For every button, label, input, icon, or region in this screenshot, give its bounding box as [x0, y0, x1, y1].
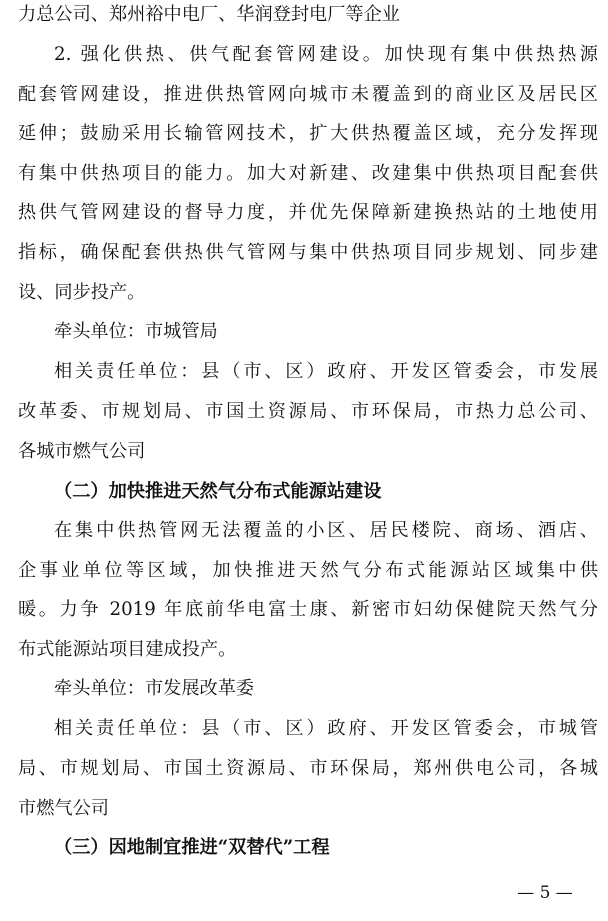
text-line-4: 延伸；鼓励采用长输管网技术，扩大供热覆盖区域，充分发挥现 — [18, 123, 598, 144]
text-line-5: 有集中供热项目的能力。加大对新建、改建集中供热项目配套供 — [18, 163, 598, 184]
text-line-1: 力总公司、郑州裕中电厂、华润登封电厂等企业 — [18, 4, 400, 25]
related-units-line-1: 相关责任单位：县（市、区）政府、开发区管委会，市发展 — [54, 361, 598, 382]
related-units-line-3: 各城市燃气公司 — [18, 441, 146, 462]
text-line-3: 配套管网建设，推进供热管网向城市未覆盖到的商业区及居民区 — [18, 84, 598, 105]
section-heading-2: （二）加快推进天然气分布式能源站建设 — [54, 481, 382, 502]
lead-unit-line-1: 牵头单位：市城管局 — [54, 321, 218, 342]
text-line-17: 布式能源站项目建成投产。 — [18, 639, 237, 660]
lead-unit-line-2: 牵头单位：市发展改革委 — [54, 678, 255, 699]
text-line-2: 2. 强化供热、供气配套管网建设。加快现有集中供热热源 — [54, 44, 598, 65]
related-units-line-6: 市燃气公司 — [18, 798, 109, 819]
related-units-line-4: 相关责任单位：县（市、区）政府、开发区管委会，市城管 — [54, 718, 598, 739]
text-line-16: 暖。力争 2019 年底前华电富士康、新密市妇幼保健院天然气分 — [18, 599, 598, 620]
text-line-14: 在集中供热管网无法覆盖的小区、居民楼院、商场、酒店、 — [54, 520, 598, 541]
text-line-7: 指标，确保配套供热供气管网与集中供热项目同步规划、同步建 — [18, 242, 598, 263]
page-number: — 5 — — [517, 883, 573, 903]
section-heading-3: （三）因地制宜推进“双替代”工程 — [54, 837, 330, 858]
text-line-8: 设、同步投产。 — [18, 282, 146, 303]
text-line-6: 热供气管网建设的督导力度，并优先保障新建换热站的土地使用 — [18, 202, 598, 223]
text-line-15: 企事业单位等区域，加快推进天然气分布式能源站区域集中供 — [18, 560, 598, 581]
related-units-line-5: 局、市规划局、市国土资源局、市环保局，郑州供电公司，各城 — [18, 758, 598, 779]
related-units-line-2: 改革委、市规划局、市国土资源局、市环保局，市热力总公司、 — [18, 401, 598, 422]
